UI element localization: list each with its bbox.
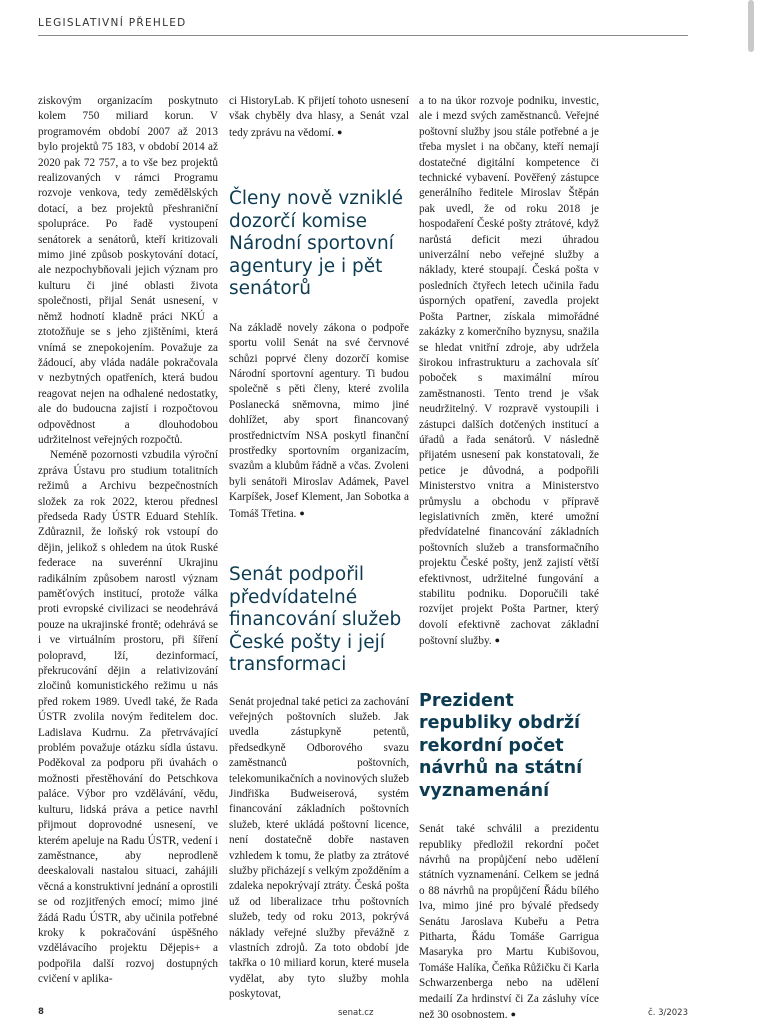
paragraph: ziskovým organizacím poskytnuto kolem 750 miliard korun. V programovém období 2007 až 2013 bylo projektů 75 183, v období 2014 až 2020 pak 72 757, a to vše bez projektů realizovaných v rámci Programu rozvoje venkova, tedy zemědělských dotací, a bez projektů přeshraniční spolupráce. Po řadě vystoupení senátorek a senátorů, kteří kritizovali mimo jiné způsob poskytování dotací, ale nezpochybňovali jejich význam pro kulturu či jiné oblasti života společnosti, přijal Senát usnesení, v němž hodnotí kladně práci NKÚ a ztotožňuje se s jeho zjištěními, která vnímá se znepokojením. Považuje za žádoucí, aby vláda nadále pokračovala v nezbytných opatřeních, která budou reagovat nejen na odhalené nedostatky, ale do budoucna zajistí i rozpočtovou odpovědnost a dlouhodobou udržitelnost veřejných rozpočtů. — [38, 95, 218, 446]
page-number: 8 — [38, 1007, 44, 1017]
column-1 — [38, 94, 218, 988]
paragraph: a to na úkor rozvoje podniku, investic, ale i mezd svých zaměstnanců. Veřejné poštovní služby jsou stále potřebné a je třeba myslet i na občany, kteří nemají dostatečné digitální kompetence či technické vybavení. Pověřený zástupce generálního ředitele Miroslav Štěpán pak uvedl, že od roku 2018 je hospodaření České pošty ztrátové, když narůstá deficit mezi úhradou univerzální nebo veřejné služby a náklady, které stoupají. Česká pošta v posledních čtyřech letech učinila řadu úsporných opatření, zavedla projekt Pošta Partner, získala mimořádné zakázky z komerčního byznysu, snažila se hledat vnitřní zdroje, aby udržela širokou infrastrukturu a zachovala síť poboček s maximální mírou zaměstnanosti. Tento trend je však neudržitelný. V rozpravě vystoupili i zástupci dalších dotčených institucí a úřadů a řada senátorů. V následně přijatém usnesení pak konstatovali, že petice je důvodná, a podpořili Ministerstvo vnitra a Ministerstvo průmyslu a obchodu v přípravě legislativních změn, které umožní předvídatelné financování základních poštovních služeb a transformačního projektu České pošty, jenž zajistí větší efektivnost, udržitelné fungování a stabilitu podniku. Doporučili také rozvíjet projekt Pošta Partner, který dovolí efektivně zachovat základní poštovní služby. ● — [419, 95, 599, 648]
end-mark: ● — [494, 635, 501, 646]
paragraph: ci HistoryLab. K přijetí tohoto usnesení však chyběly dva hlasy, a Senát vzal tedy zprávu na vědomí. ● — [229, 95, 409, 139]
paragraph: Neméně pozornosti vzbudila výroční zpráva Ústavu pro studium totalitních režimů a Archivu bezpečnostních složek za rok 2022, kterou přednesl předseda Rady ÚSTR Eduard Stehlík. Zdůraznil, že loňský rok vstoupí do dějin, jelikož s ohledem na útok Ruské federace na suverénní Ukrajinu radikálním způsobem narostl význam paměťových institucí, protože válka proti evropské civilizaci se neodehrává pouze na ukrajinské frontě; odehrává se i ve virtuálním prostoru, při šíření polopravd, lží, dezinformací, překrucování dějin a relativizování zločinů komunistického režimu u nás před rokem 1989. Uvedl také, že Rada ÚSTR zvolila novým ředitelem doc. Ladislava Kudrnu. Za přetrvávající problém považuje otázku sídla ústavu. Poděkoval za podporu při úvahách o možnosti přestěhování do Petschkova paláce. Výbor pro vzdělávání, vědu, kulturu, lidská práva a petice navrhl přijmout doprovodné usnesení, ve kterém apeluje na Radu ÚSTR, vedení i zaměstnance, aby neprodleně deeskalovali nastalou situaci, zahájili věcná a konstruktivní jednání a oprostili se od rozjitřených emocí; mimo jiné žádá Radu ÚSTR, aby učinila potřebné kroky k pokračování úspěšného vzdělávacího projektu Dějepis+ a podpořila další rozvoj dostupných cvičení v aplika- — [38, 449, 218, 986]
article-heading: Senát podpořil předvídatelné financování služeb České pošty i její transformaci — [229, 564, 402, 675]
running-header — [38, 16, 688, 36]
page-footer — [38, 1007, 688, 1021]
end-mark: ● — [510, 1009, 516, 1019]
article-heading: Prezident republiky obdrží rekordní počet návrhů na státní vyznamenání — [419, 690, 583, 801]
article-heading: Členy nově vzniklé dozorčí komise Národní sportovní agentury je i pět senátorů — [229, 188, 404, 300]
paragraph: Senát také schválil a prezidentu republiky předložil rekordní počet návrhů na propůjčení nebo udělení státních vyznamenání. Celkem se jedná o 88 návrhů na propůjčení Řádu bílého lva, mimo jiné pro bývalé předsedy Senátu Jaroslava Kubeřu a Petra Pitharta, Řádu Tomáše Garrigua Masaryka pro Martu Kubišovou, Tomáše Halíka, Čeňka Růžičku či Karla Schwarzenberga nebo na udělení medailí Za hrdinství či Za zásluhy více než 30 osobnostem. ● — [419, 823, 600, 1021]
issue-number: č. 3/2023 — [648, 1008, 688, 1018]
paragraph: Na základě novely zákona o podpoře sportu volil Senát na své červnové schůzi poprvé členy dozorčí komise Národní sportovní agentury. Ti budou společně s pěti členy, které zvolila Poslanecká sněmovna, mimo jiné dohlížet, aby sport financovaný prostřednictvím NSA poskytl finanční prostředky sportovním organizacím, svazům a klubům řádně a včas. Zvoleni byli senátoři Miroslav Adámek, Pavel Karpíšek, Josef Klement, Jan Sobotka a Tomáš Třetina. ● — [229, 321, 409, 520]
section-title: LEGISLATIVNÍ PŘEHLED — [38, 17, 187, 29]
end-mark: ● — [299, 507, 305, 518]
scrollbar-thumb[interactable] — [748, 0, 754, 52]
end-mark: ● — [337, 126, 343, 137]
column-3 — [419, 94, 599, 1023]
paragraph: Senát projednal také petici za zachování veřejných poštovních služeb. Jak uvedla zástupkyně petentů, předsedkyně Odborového svazu zaměstnanců poštovních, telekomunikačních a novinových služeb Jindřiška Budweiserová, systém financování základních poštovních služeb, které ukládá poštovní licence, není dostatečně dobře nastaven vzhledem k tomu, že platby za ztrátové služby přicházejí s velkým zpožděním a zdaleka nepokrývají ztráty. Česká pošta už od liberalizace trhu poštovních služeb, tedy od roku 2013, pokrývá náklady veřejné služby převážně z vlastních zdrojů. Za toto období jde takřka o 10 miliard korun, které musela vydělat, aby tyto služby mohla poskytovat, — [229, 695, 409, 1001]
column-2 — [229, 94, 409, 1003]
website-link[interactable]: senat.cz — [338, 1008, 374, 1018]
